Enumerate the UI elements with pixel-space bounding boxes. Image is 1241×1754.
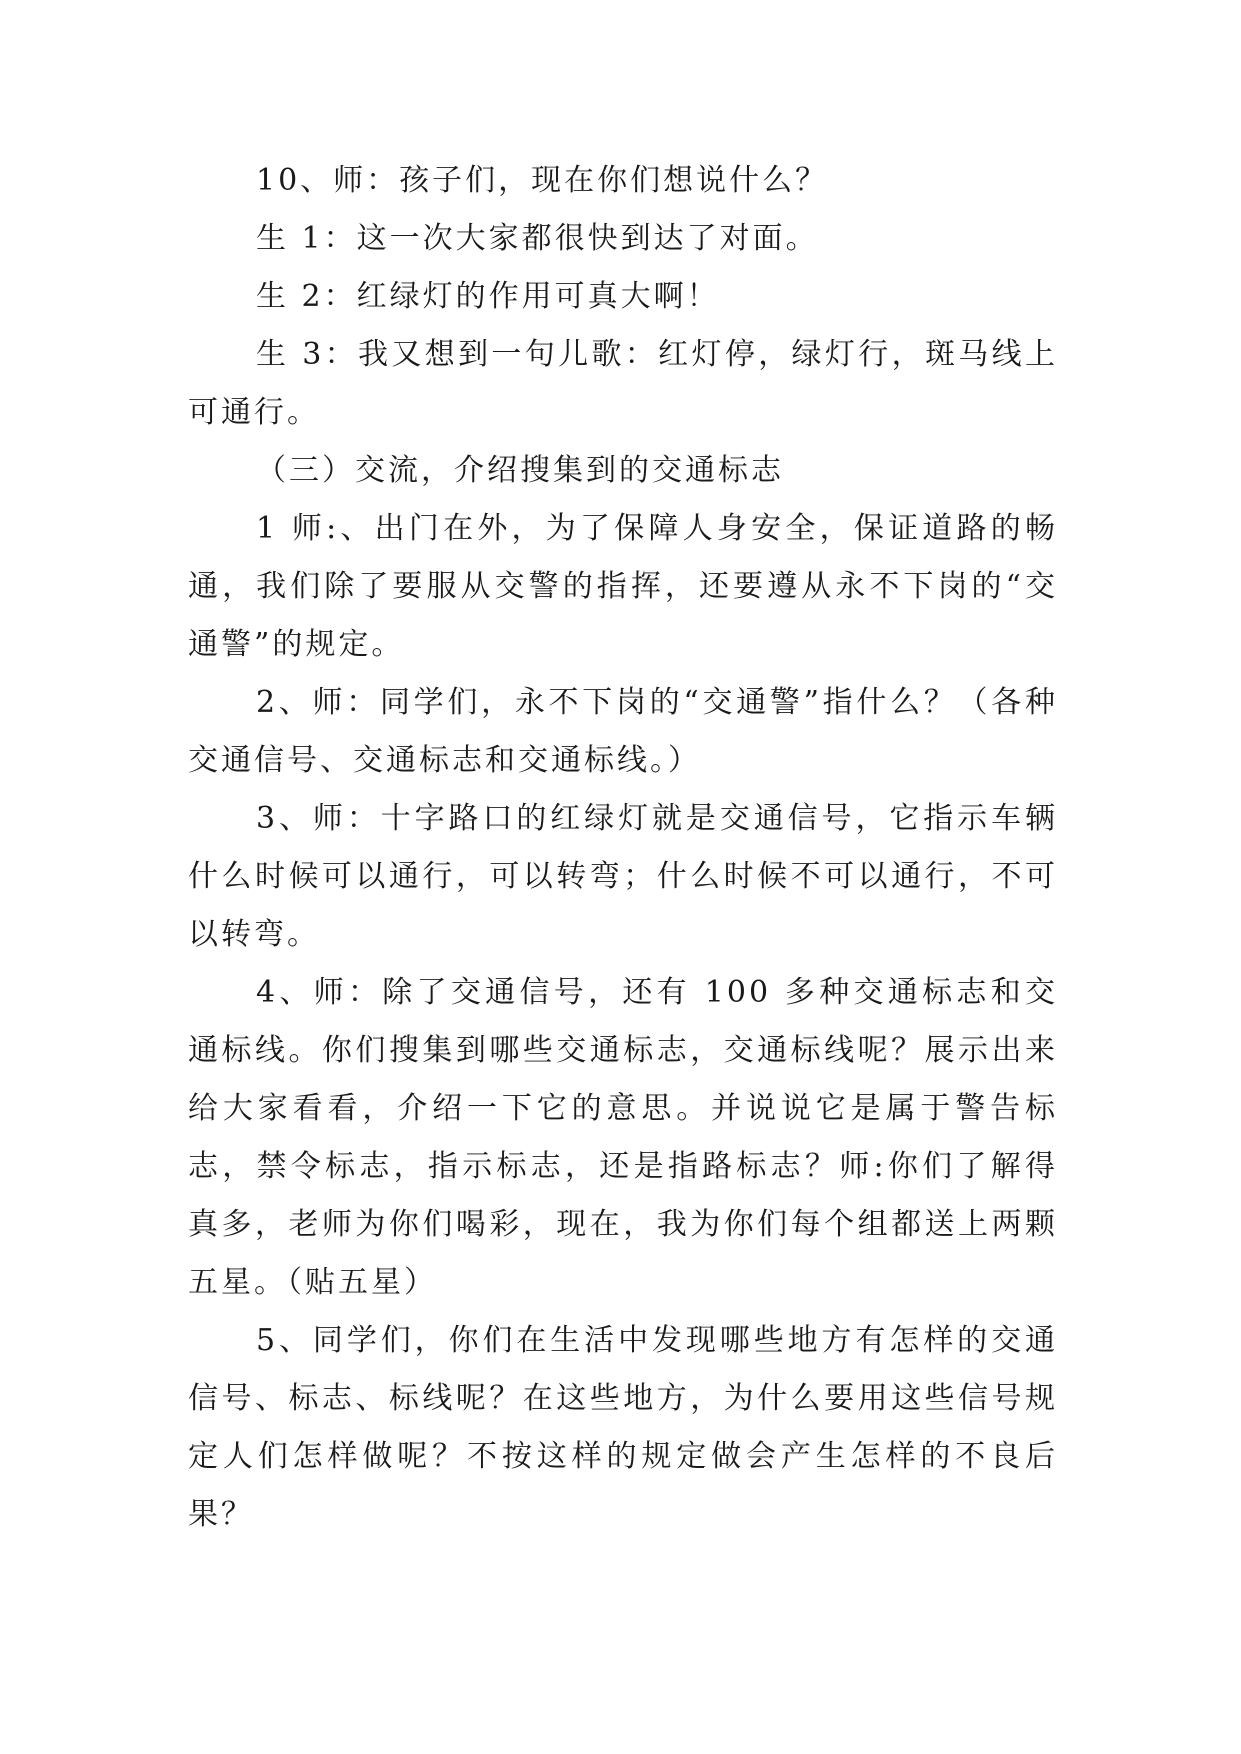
paragraph-student-1: 生 1：这一次大家都很快到达了对面。 bbox=[256, 221, 819, 256]
paragraph-item-3: 3、师：十字路口的红绿灯就是交通信号，它指示车辆什么时候可以通行，可以转弯；什么时候不可以通行，不可以转弯。 bbox=[188, 801, 1058, 952]
document-body bbox=[188, 152, 1058, 1544]
paragraph-item-1: 1 师:、出门在外，为了保障人身安全，保证道路的畅通，我们除了要服从交警的指挥，还要遵从永不下岗的“交通警”的规定。 bbox=[188, 511, 1058, 662]
paragraph-student-3: 生 3：我又想到一句儿歌：红灯停，绿灯行，斑马线上可通行。 bbox=[188, 337, 1058, 430]
paragraph-item-5: 5、同学们，你们在生活中发现哪些地方有怎样的交通信号、标志、标线呢？在这些地方，为什么要用这些信号规定人们怎样做呢？不按这样的规定做会产生怎样的不良后果？ bbox=[188, 1323, 1058, 1532]
paragraph-student-2: 生 2：红绿灯的作用可真大啊！ bbox=[256, 279, 720, 314]
paragraph-item-4: 4、师：除了交通信号，还有 100 多种交通标志和交通标线。你们搜集到哪些交通标志，交通标线呢？展示出来给大家看看，介绍一下它的意思。并说说它是属于警告标志，禁令标志，指示标志，还是指路标志？师:你们了解得真多，老师为你们喝彩，现在，我为你们每个组都送上两颗五星。（贴五星） bbox=[188, 975, 1058, 1300]
paragraph-teacher-question-10: 10、师：孩子们，现在你们想说什么？ bbox=[256, 163, 829, 198]
section-heading-3: （三）交流，介绍搜集到的交通标志 bbox=[256, 453, 784, 488]
paragraph-item-2: 2、师：同学们，永不下岗的“交通警”指什么？（各种交通信号、交通标志和交通标线。） bbox=[188, 685, 1058, 778]
